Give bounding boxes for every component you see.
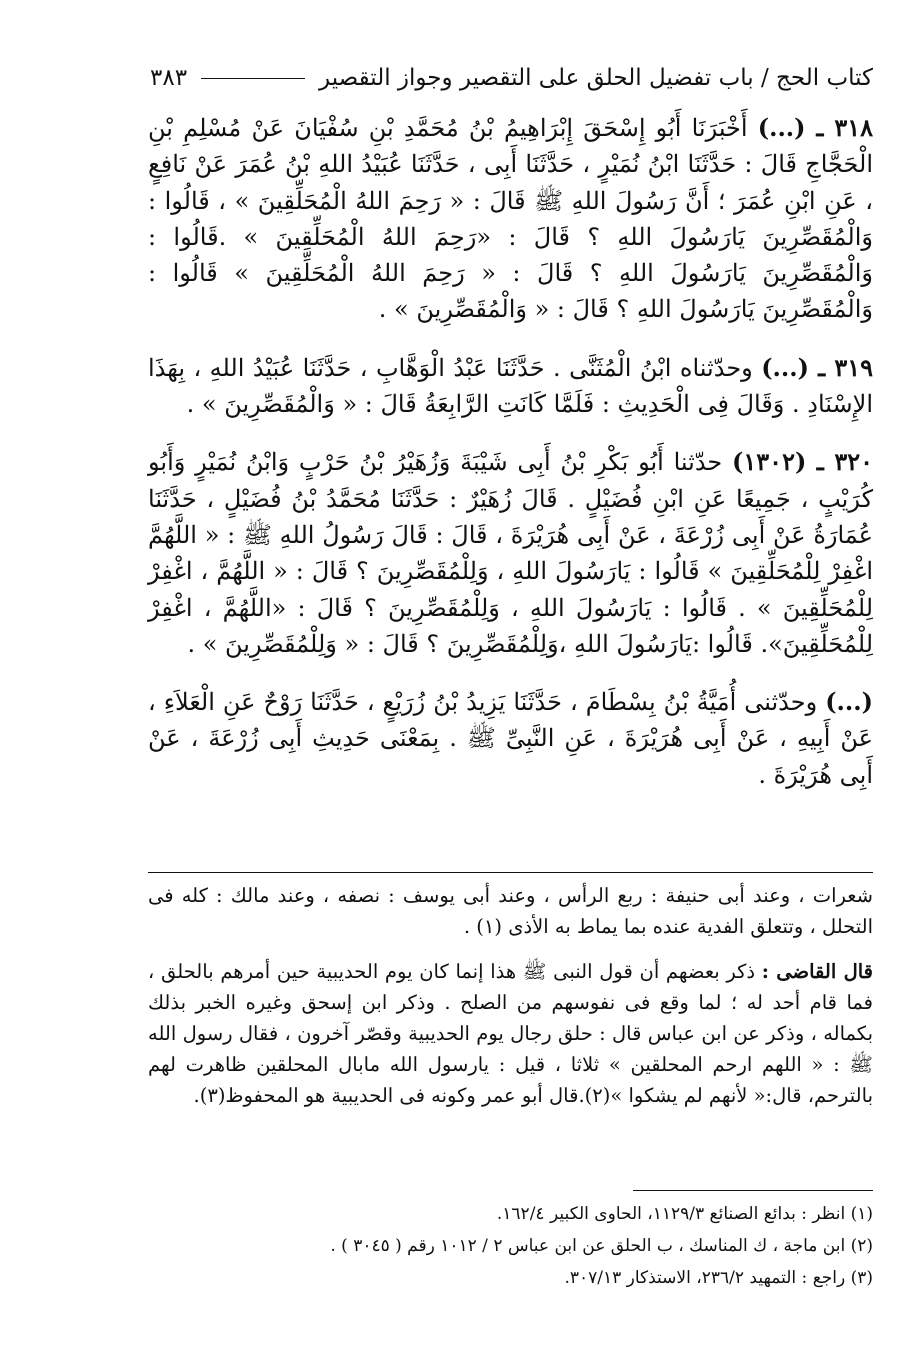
commentary-text: شعرات ، وعند أبى حنيفة : ربع الرأس ، وعند أبى يوسف : نصفه ، وعند مالك : كله فى التحلل ، وتتعلق الفدية عنده بما يماط به الأذى (١) . <box>148 884 873 938</box>
footnotes <box>148 1200 873 1296</box>
footnote-divider <box>633 1190 873 1191</box>
hadith-320 <box>148 444 873 662</box>
hadith-body: حدّثنا أَبُو بَكْرِ بْنُ أَبِى شَيْبَةَ وَزُهَيْرُ بْنُ حَرْبٍ وَابْنُ نُمَيْرٍ وَأَبُو كُرَيْبٍ ، جَمِيعًا عَنِ ابْنِ فُضَيْلٍ . قَالَ زُهَيْرٌ : حَدَّثَنَا مُحَمَّدُ بْنُ فُضَيْلٍ ، حَدَّثَنَا عُمَارَةُ عَنْ أَبِى زُرْعَةَ ، عَنْ أَبِى هُرَيْرَةَ ، قَالَ : قَالَ رَسُولُ اللهِ ﷺ : « اللَّهُمَّ اغْفِرْ لِلْمُحَلِّقِينَ » قَالُوا : يَارَسُولَ اللهِ ، وَلِلْمُقَصِّرِينَ ؟ قَالَ : « اللَّهُمَّ ، اغْفِرْ لِلْمُحَلِّقِينَ » . قَالُوا : يَارَسُولَ اللهِ ، وَلِلْمُقَصِّرِينَ ؟ قَالَ : «اللَّهُمَّ ، اغْفِرْ لِلْمُحَلِّقِينَ». قَالُوا :يَارَسُولَ اللهِ ،وَلِلْمُقَصِّرِينَ ؟ قَالَ : « وَلِلْمُقَصِّرِينَ » . <box>148 448 873 658</box>
hadith-number: (...) <box>825 687 873 717</box>
commentary-divider <box>148 872 873 873</box>
commentary-lead: قال القاضى : <box>761 960 873 983</box>
hadith-number: ٣١٩ ـ (...) <box>761 352 873 382</box>
commentary-paragraph <box>148 956 873 1111</box>
hadith-number: ٣٢٠ ـ (١٣٠٢) <box>732 447 873 477</box>
commentary-text: ذكر بعضهم أن قول النبى ﷺ هذا إنما كان يوم الحديبية حين أمرهم بالحلق ، فما قام أحد له ؛ لما وقع فى نفوسهم من الصلح . وذكر ابن إسحق وغيره الخبر بذلك بكماله ، وذكر عن ابن عباس قال : حلق رجال يوم الحديبية وقصّر آخرون ، فقال رسول الله ﷺ : « اللهم ارحم المحلقين » ثلاثا ، قيل : يارسول الله مابال المحلقين ظاهرت لهم بالترحم، قال:« لأنهم لم يشكوا »(٢).قال أبو عمر وكونه فى الحديبية هو المحفوظ(٣). <box>148 960 873 1107</box>
page-number: ٣٨٣ <box>150 65 188 91</box>
footnote-1: (١) انظر : بدائع الصنائع ١١٢٩/٣، الحاوى الكبير ١٦٢/٤. <box>496 1204 873 1224</box>
hadith-body: أَخْبَرَنَا أَبُو إِسْحَقَ إِبْرَاهِيمُ بْنُ مُحَمَّدِ بْنِ سُفْيَانَ عَنْ مُسْلِمِ بْنِ الْحَجَّاجِ قَالَ : حَدَّثَنَا ابْنُ نُمَيْرٍ ، حَدَّثَنَا أَبِى ، حَدَّثَنَا عُبَيْدُ اللهِ بْنُ عُمَرَ عَنْ نَافِعٍ ، عَنِ ابْنِ عُمَرَ ؛ أَنَّ رَسُولَ اللهِ ﷺ قَالَ : « رَحِمَ اللهُ الْمُحَلِّقِينَ » ، قَالُوا : وَالْمُقَصِّرِينَ يَارَسُولَ اللهِ ؟ قَالَ : «رَحِمَ اللهُ الْمُحَلِّقِينَ » .قَالُوا : وَالْمُقَصِّرِينَ يَارَسُولَ اللهِ ؟ قَالَ : « رَحِمَ اللهُ الْمُحَلِّقِينَ » قَالُوا : وَالْمُقَصِّرِينَ يَارَسُولَ اللهِ ؟ قَالَ : « وَالْمُقَصِّرِينَ » . <box>148 114 873 324</box>
footnote-3: (٣) راجع : التمهيد ٢٣٦/٢، الاستذكار ٣٠٧/١٣. <box>564 1268 873 1288</box>
hadith-body: وحدّثناه ابْنُ الْمُثَنَّى . حَدَّثَنَا عَبْدُ الْوَهَّابِ ، حَدَّثَنَا عُبَيْدُ اللهِ ، بِهَذَا الإِسْنَادِ . وَقَالَ فِى الْحَدِيثِ : فَلَمَّا كَانَتِ الرَّابِعَةُ قَالَ : « وَالْمُقَصِّرِينَ » . <box>148 353 873 419</box>
running-header <box>150 58 873 98</box>
header-rule <box>201 78 305 79</box>
hadith-number: ٣١٨ ـ (...) <box>757 113 873 142</box>
hadith-body: وحدّثنى أُمَيَّةُ بْنُ بِسْطَامَ ، حَدَّثَنَا يَزِيدُ بْنُ زُرَيْعٍ ، حَدَّثَنَا رَوْحٌ عَنِ الْعَلاَءِ ، عَنْ أَبِيهِ ، عَنْ أَبِى هُرَيْرَةَ ، عَنِ النَّبِىِّ ﷺ . بِمَعْنَى حَدِيثِ أَبِى زُرْعَةَ ، عَنْ أَبِى هُرَيْرَةَ . <box>148 688 873 789</box>
hadith-text <box>148 110 873 815</box>
commentary-section <box>148 880 873 1125</box>
hadith-320-variant <box>148 684 873 793</box>
hadith-318 <box>148 110 873 328</box>
header-title: كتاب الحج / باب تفضيل الحلق على التقصير وجواز التقصير <box>319 65 873 91</box>
commentary-paragraph <box>148 880 873 942</box>
footnote-2: (٢) ابن ماجة ، ك المناسك ، ب الحلق عن ابن عباس ٢ / ١٠١٢ رقم ( ٣٠٤٥ ) . <box>330 1236 873 1256</box>
hadith-319 <box>148 350 873 423</box>
